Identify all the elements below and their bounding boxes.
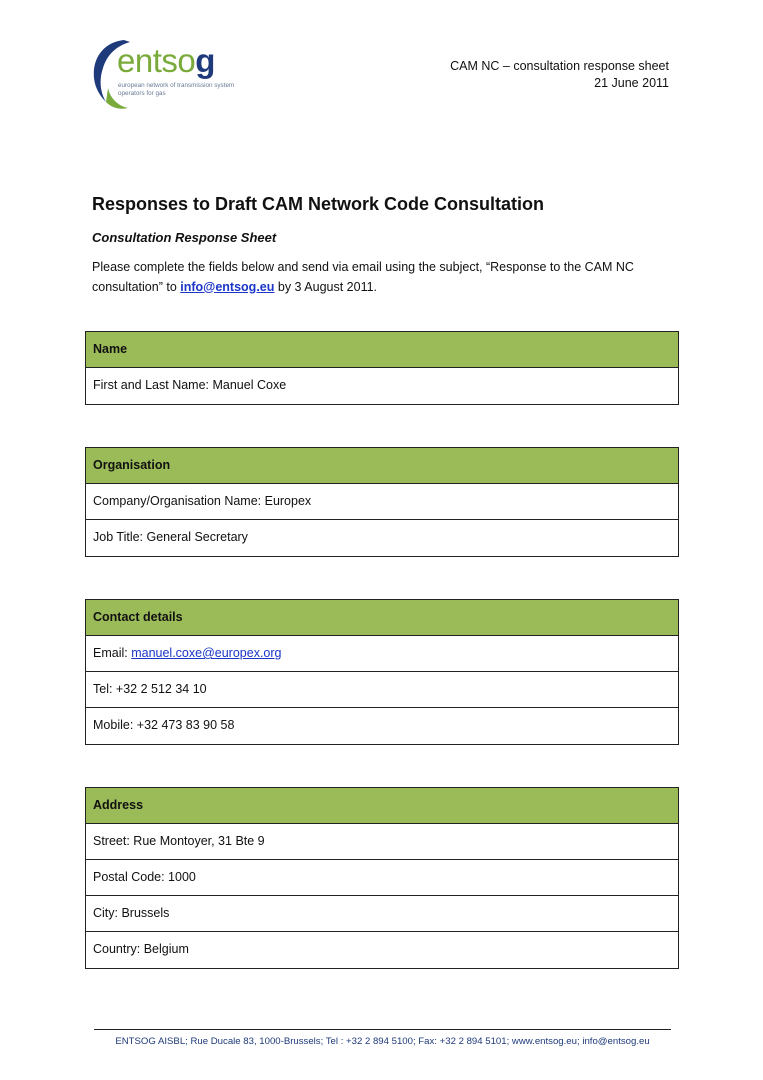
company-name-field[interactable]: Company/Organisation Name: Europex bbox=[86, 484, 678, 520]
intro-text-after: by 3 August 2011. bbox=[274, 279, 378, 294]
city-field[interactable]: City: Brussels bbox=[86, 896, 678, 932]
postal-code-field[interactable]: Postal Code: 1000 bbox=[86, 860, 678, 896]
first-last-name-field[interactable]: First and Last Name: Manuel Coxe bbox=[93, 378, 287, 392]
name-table bbox=[85, 331, 679, 405]
header-date: 21 June 2011 bbox=[594, 76, 669, 90]
tel-field[interactable]: Tel: +32 2 512 34 10 bbox=[86, 672, 678, 708]
country-field[interactable]: Country: Belgium bbox=[93, 942, 189, 956]
email-field[interactable] bbox=[86, 636, 678, 672]
header-doc-name: CAM NC – consultation response sheet bbox=[450, 59, 669, 73]
job-title-field[interactable]: Job Title: General Secretary bbox=[93, 530, 248, 544]
address-table-header: Address bbox=[86, 788, 678, 824]
entsog-logo bbox=[90, 36, 240, 111]
logo-subtitle: european network of transmission system operators for gas bbox=[118, 82, 235, 97]
organisation-table-header: Organisation bbox=[86, 448, 678, 484]
intro-paragraph bbox=[92, 258, 672, 297]
mobile-field[interactable]: Mobile: +32 473 83 90 58 bbox=[93, 718, 235, 732]
intro-text-before: Please complete the fields below and send via email using the subject, “Response to the CAM NC consultation” to bbox=[92, 260, 634, 294]
contact-details-table bbox=[85, 599, 679, 745]
email-label: Email: bbox=[93, 646, 132, 660]
footer-divider bbox=[94, 1029, 671, 1030]
email-link[interactable]: manuel.coxe@europex.org bbox=[131, 646, 282, 660]
organisation-table bbox=[85, 447, 679, 557]
contact-details-table-header: Contact details bbox=[86, 600, 678, 636]
intro-email-link[interactable]: info@entsog.eu bbox=[180, 279, 275, 294]
name-table-header: Name bbox=[86, 332, 678, 368]
page-footer: ENTSOG AISBL; Rue Ducale 83, 1000-Brussels; Tel : +32 2 894 5100; Fax: +32 2 894 5101; www.entsog.eu; info@entsog.eu bbox=[115, 1036, 650, 1047]
street-field[interactable]: Street: Rue Montoyer, 31 Bte 9 bbox=[86, 824, 678, 860]
document-header bbox=[450, 58, 669, 92]
page-title: Responses to Draft CAM Network Code Consultation bbox=[92, 194, 545, 214]
address-table bbox=[85, 787, 679, 969]
logo-wordmark: entsog bbox=[117, 42, 215, 79]
page-subtitle: Consultation Response Sheet bbox=[92, 230, 277, 245]
